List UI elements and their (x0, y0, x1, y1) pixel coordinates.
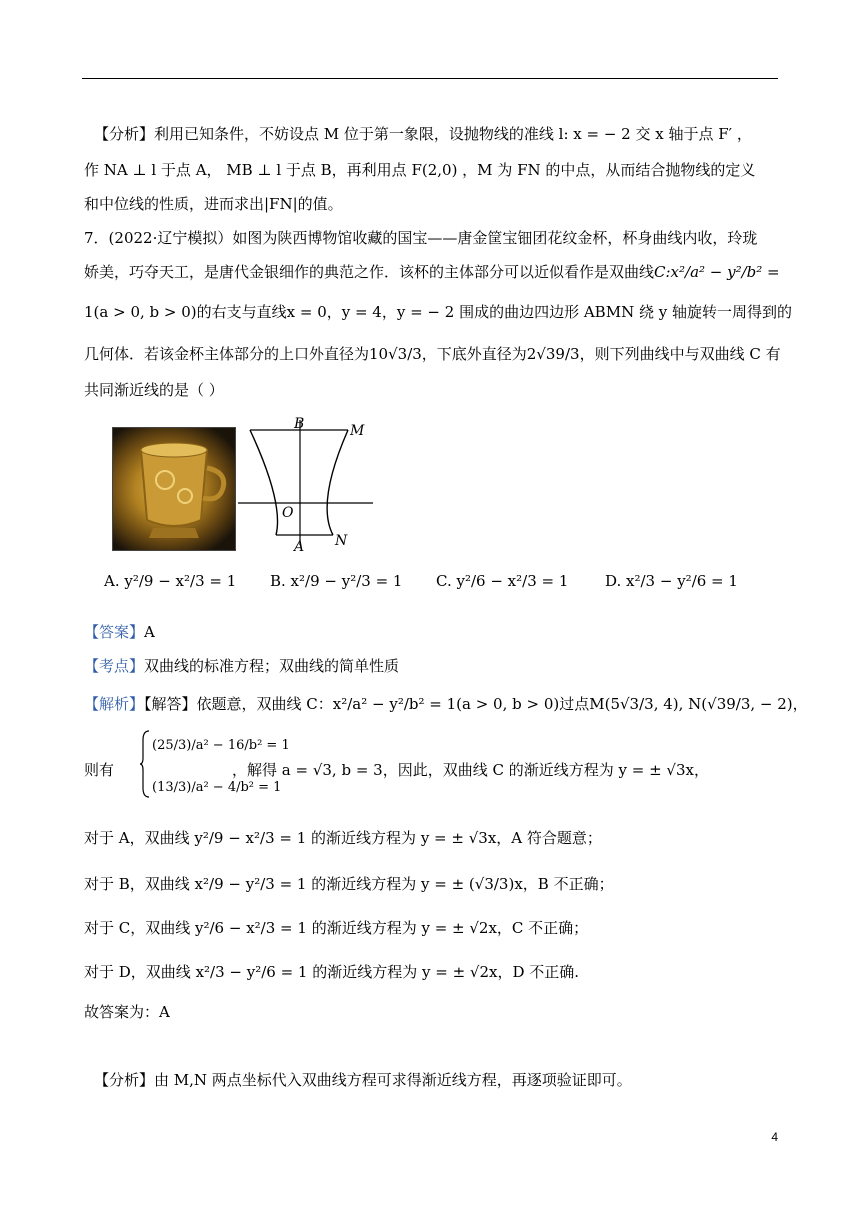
jiexi-forB: 对于 B，双曲线 x²/9 − y²/3 = 1 的渐近线方程为 y = ± (√3/3)x，B 不正确； (84, 875, 614, 893)
analysis1-line2: 作 NA ⊥ l 于点 A， MB ⊥ l 于点 B，再利用点 F(2,0) ，M 为 FN 的中点，从而结合抛物线的定义 (84, 161, 756, 179)
analysis1-line1: 【分析】利用已知条件，不妨设点 M 位于第一象限，设抛物线的准线 l: x = − 2 交 x 轴于点 F′ ， (94, 125, 752, 143)
jiexi-text1: 【解答】依题意，双曲线 C：x²/a² − y²/b² = 1(a > 0, b > 0)过点M(5√3/3, 4), N(√39/3, − 2)， (144, 695, 808, 713)
kaodian-tag: 【考点】 (84, 657, 145, 675)
jiexi-forD: 对于 D，双曲线 x²/3 − y²/6 = 1 的渐近线方程为 y = ± √2x，D 不正确. (84, 963, 580, 981)
q7-line4: 几何体．若该金杯主体部分的上口外直径为10√3/3，下底外直径为2√39/3，则下列曲线中与双曲线 C 有 (84, 345, 781, 363)
jiexi-solve: ，解得 a = √3, b = 3，因此，双曲线 C 的渐近线方程为 y = ± √3x， (232, 761, 709, 779)
q7-line1: 7．(2022·辽宁模拟）如图为陕西博物馆收藏的国宝——唐金筐宝钿团花纹金杯，杯身曲线内收，玲珑 (84, 229, 758, 247)
q7-line2 (84, 262, 780, 282)
system-eq2: (13/3)/a² − 4/b² = 1 (152, 780, 282, 795)
kaodian-text: 双曲线的标准方程；双曲线的简单性质 (144, 657, 400, 675)
jiexi-line1 (84, 694, 808, 714)
answer-line (84, 622, 155, 642)
jiexi-final: 故答案为：A (84, 1003, 170, 1021)
option-B: B. x²/9 − y²/3 = 1 (270, 572, 403, 590)
page-number: 4 (771, 1130, 778, 1144)
golden-cup-photo (112, 427, 236, 551)
equation-system (140, 730, 150, 802)
hyperbola-diagram (238, 415, 373, 555)
jiexi-zeyou: 则有 (84, 761, 115, 779)
header-rule (82, 78, 778, 79)
q7-line5: 共同渐近线的是（ ） (84, 381, 224, 399)
analysis2: 【分析】由 M,N 两点坐标代入双曲线方程可求得渐近线方程，再逐项验证即可。 (94, 1071, 632, 1089)
jiexi-tag: 【解析】 (84, 695, 145, 713)
kaodian-line (84, 656, 399, 676)
label-B: B (294, 416, 305, 432)
label-N: N (335, 533, 348, 549)
option-A: A. y²/9 − x²/3 = 1 (104, 572, 237, 590)
label-O: O (282, 505, 294, 521)
golden-cup-illustration (113, 428, 235, 550)
answer-tag: 【答案】 (84, 623, 145, 641)
analysis1-line3: 和中位线的性质，进而求出|FN|的值。 (84, 195, 343, 213)
q7-line3: 1(a > 0, b > 0)的右支与直线x = 0，y = 4，y = − 2 围成的曲边四边形 ABMN 绕 y 轴旋转一周得到的 (84, 303, 792, 321)
label-M: M (350, 423, 365, 439)
option-D: D. x²/3 − y²/6 = 1 (605, 572, 738, 590)
answer-value: A (144, 623, 155, 641)
q7-hyperbola-eq: C:x²/a² − y²/b² = (654, 263, 780, 281)
jiexi-forC: 对于 C，双曲线 y²/6 − x²/3 = 1 的渐近线方程为 y = ± √2x，C 不正确； (84, 919, 589, 937)
brace-icon (140, 730, 150, 798)
system-eq1: (25/3)/a² − 16/b² = 1 (152, 738, 290, 753)
q7-line2-text: 娇美，巧夺天工，是唐代金银细作的典范之作．该杯的主体部分可以近似看作是双曲线 (84, 263, 655, 281)
jiexi-forA: 对于 A，双曲线 y²/9 − x²/3 = 1 的渐近线方程为 y = ± √3x，A 符合题意； (84, 829, 602, 847)
option-C: C. y²/6 − x²/3 = 1 (436, 572, 569, 590)
label-A: A (294, 539, 305, 555)
